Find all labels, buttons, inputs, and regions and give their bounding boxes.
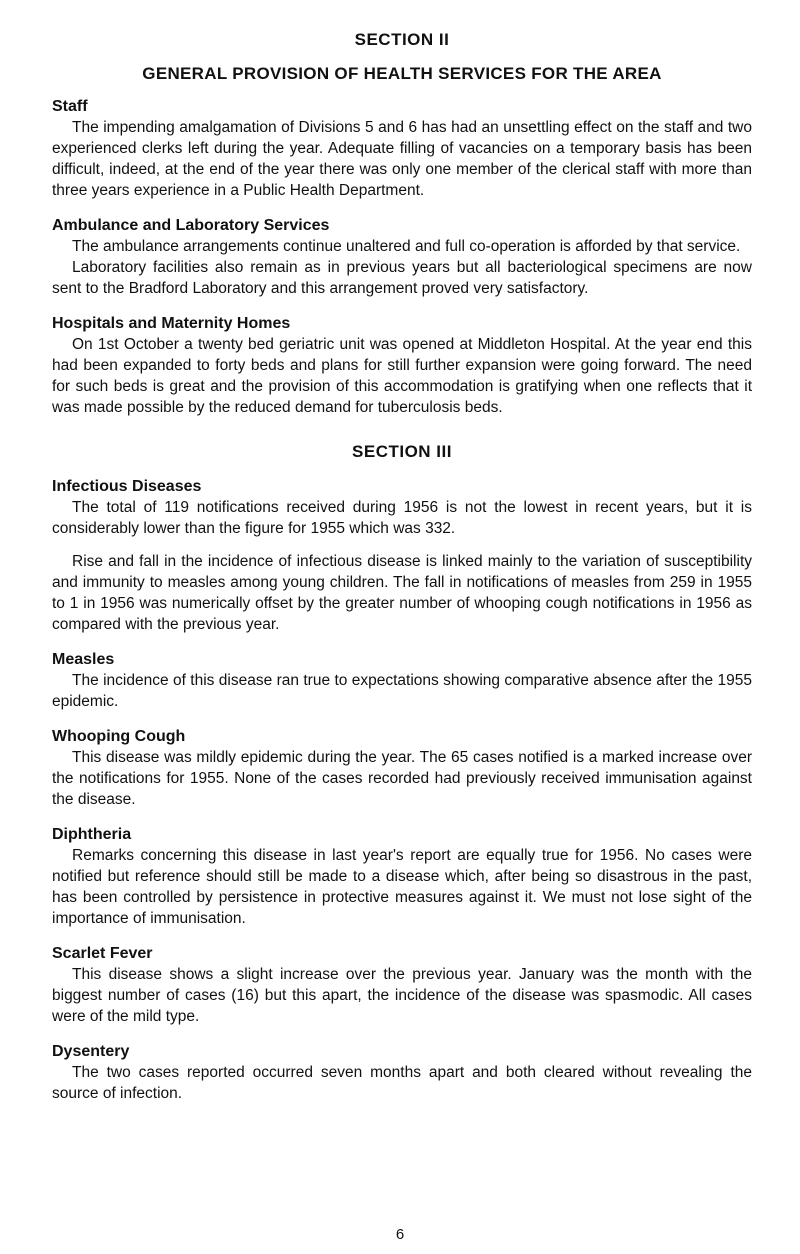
staff-heading: Staff — [52, 98, 88, 115]
scarlet-heading: Scarlet Fever — [52, 945, 153, 962]
ambulance-section — [52, 215, 752, 299]
section-iii-title: SECTION III — [352, 442, 452, 461]
infectious-heading: Infectious Diseases — [52, 478, 202, 495]
infectious-section — [52, 476, 752, 635]
diphtheria-heading: Diphtheria — [52, 826, 132, 843]
diphtheria-section — [52, 824, 752, 929]
section-ii-title: SECTION II — [354, 30, 450, 49]
staff-section — [52, 96, 752, 201]
hospitals-section — [52, 313, 752, 418]
page-number: 6 — [395, 1226, 405, 1243]
measles-section — [52, 649, 752, 712]
ambulance-paragraph-1: The ambulance arrangements continue unaltered and full co-operation is afforded by that service. — [72, 238, 741, 255]
diphtheria-paragraph: Remarks concerning this disease in last year's report are equally true for 1956. No cases were notified but reference should still be made to a disease which, after being so disastrous in the past, has been controlled by persistence in protective measures against it. We must not lose sight of the importance of immunisation. — [52, 847, 752, 927]
infectious-paragraph-2: Rise and fall in the incidence of infectious disease is linked mainly to the variation of susceptibility and immunity to measles among young children. The fall in notifications of measles from 259 in 1955 to 1 in 1956 was numerically offset by the greater number of whooping cough notifications in 1956 as compared with the previous year. — [52, 553, 752, 633]
hospitals-paragraph: On 1st October a twenty bed geriatric unit was opened at Middleton Hospital. At the year end this had been expanded to forty beds and plans for still further expansion were going forward. The need for such beds is great and the provision of this accommodation is gratifying when one reflects that it was made possible by the reduced demand for tuberculosis beds. — [52, 336, 752, 416]
infectious-paragraph-1: The total of 119 notifications received during 1956 is not the lowest in recent years, but it is considerably lower than the figure for 1955 which was 332. — [52, 499, 752, 537]
whooping-heading: Whooping Cough — [52, 728, 186, 745]
measles-paragraph: The incidence of this disease ran true to expectations showing comparative absence after the 1955 epidemic. — [52, 672, 752, 710]
staff-paragraph: The impending amalgamation of Divisions 5 and 6 has had an unsettling effect on the staff and two experienced clerks left during the year. Adequate filling of vacancies on a temporary basis has been difficult, indeed, at the end of the year there was only one member of the clerical staff with more than three years experience in a Public Health Department. — [52, 119, 752, 199]
hospitals-heading: Hospitals and Maternity Homes — [52, 315, 291, 332]
dysentery-heading: Dysentery — [52, 1043, 130, 1060]
document-page — [52, 30, 752, 1118]
ambulance-heading: Ambulance and Laboratory Services — [52, 217, 330, 234]
dysentery-section — [52, 1041, 752, 1104]
general-provision-title: GENERAL PROVISION OF HEALTH SERVICES FOR THE AREA — [142, 64, 662, 83]
dysentery-paragraph: The two cases reported occurred seven months apart and both cleared without revealing the source of infection. — [52, 1064, 752, 1102]
whooping-section — [52, 726, 752, 810]
scarlet-paragraph: This disease shows a slight increase over the previous year. January was the month with the biggest number of cases (16) but this apart, the incidence of the disease was spasmodic. All cases were of the mild type. — [52, 966, 752, 1025]
scarlet-section — [52, 943, 752, 1027]
measles-heading: Measles — [52, 651, 115, 668]
ambulance-paragraph-2: Laboratory facilities also remain as in previous years but all bacteriological specimens are now sent to the Bradford Laboratory and this arrangement proved very satisfactory. — [52, 259, 752, 297]
whooping-paragraph: This disease was mildly epidemic during the year. The 65 cases notified is a marked increase over the notifications for 1955. None of the cases recorded had previously received immunisation against the disease. — [52, 749, 752, 808]
